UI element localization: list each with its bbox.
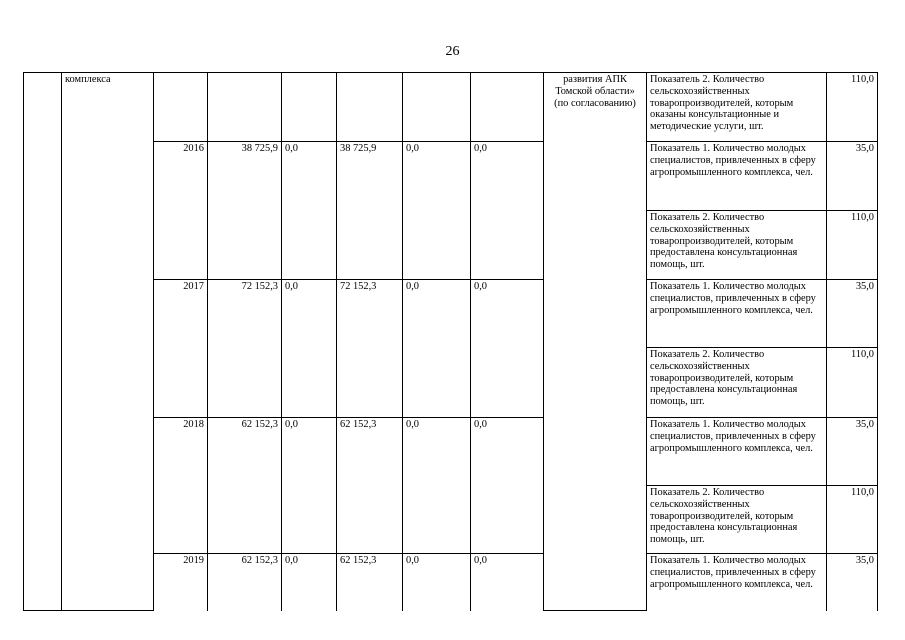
indicator-label: Показатель 1. Количество молодых специалистов, привлеченных в сферу агропромышленного комплекса, чел. [647, 554, 827, 611]
indicator-value: 110,0 [827, 348, 878, 418]
total-cell: 38 725,9 [208, 142, 282, 280]
indicator-value: 35,0 [827, 418, 878, 486]
other-cell: 0,0 [471, 280, 544, 418]
indicator-value: 110,0 [827, 211, 878, 280]
total-cell [208, 73, 282, 142]
indicator-label: Показатель 2. Количество сельскохозяйственных товаропроизводителей, которым предоставлена консультационная помощь, шт. [647, 486, 827, 554]
other-cell [471, 73, 544, 142]
regional-cell: 38 725,9 [337, 142, 403, 280]
local-cell: 0,0 [403, 418, 471, 554]
regional-cell [337, 73, 403, 142]
other-cell: 0,0 [471, 418, 544, 554]
indicator-label: Показатель 1. Количество молодых специалистов, привлеченных в сферу агропромышленного комплекса, чел. [647, 142, 827, 211]
indicator-value: 35,0 [827, 142, 878, 211]
federal-cell [282, 73, 337, 142]
indicator-label: Показатель 2. Количество сельскохозяйственных товаропроизводителей, которым оказаны консультационные и методические услуги, шт. [647, 73, 827, 142]
indicator-value: 35,0 [827, 554, 878, 611]
year-cell: 2016 [154, 142, 208, 280]
regional-cell: 72 152,3 [337, 280, 403, 418]
table-row [24, 73, 878, 142]
indicator-value: 110,0 [827, 486, 878, 554]
local-cell: 0,0 [403, 280, 471, 418]
federal-cell: 0,0 [282, 280, 337, 418]
indicator-value: 110,0 [827, 73, 878, 142]
indicator-label: Показатель 1. Количество молодых специалистов, привлеченных в сферу агропромышленного комплекса, чел. [647, 280, 827, 348]
year-cell: 2019 [154, 554, 208, 611]
indicator-label: Показатель 1. Количество молодых специалистов, привлеченных в сферу агропромышленного комплекса, чел. [647, 418, 827, 486]
total-cell: 62 152,3 [208, 554, 282, 611]
total-cell: 62 152,3 [208, 418, 282, 554]
year-cell: 2017 [154, 280, 208, 418]
indicator-label: Показатель 2. Количество сельскохозяйственных товаропроизводителей, которым предоставлена консультационная помощь, шт. [647, 211, 827, 280]
other-cell: 0,0 [471, 554, 544, 611]
executor-cell: развития АПК Томской области» (по согласованию) [544, 73, 647, 611]
page-number: 26 [445, 44, 460, 59]
regional-cell: 62 152,3 [337, 554, 403, 611]
local-cell [403, 73, 471, 142]
indicator-value: 35,0 [827, 280, 878, 348]
other-cell: 0,0 [471, 142, 544, 280]
year-cell: 2018 [154, 418, 208, 554]
col-number-cell [24, 73, 62, 611]
federal-cell: 0,0 [282, 554, 337, 611]
year-cell [154, 73, 208, 142]
total-cell: 72 152,3 [208, 280, 282, 418]
program-table [23, 72, 878, 611]
local-cell: 0,0 [403, 142, 471, 280]
local-cell: 0,0 [403, 554, 471, 611]
activity-name-cell: комплекса [62, 73, 154, 611]
federal-cell: 0,0 [282, 142, 337, 280]
indicator-label: Показатель 2. Количество сельскохозяйственных товаропроизводителей, которым предоставлена консультационная помощь, шт. [647, 348, 827, 418]
federal-cell: 0,0 [282, 418, 337, 554]
regional-cell: 62 152,3 [337, 418, 403, 554]
